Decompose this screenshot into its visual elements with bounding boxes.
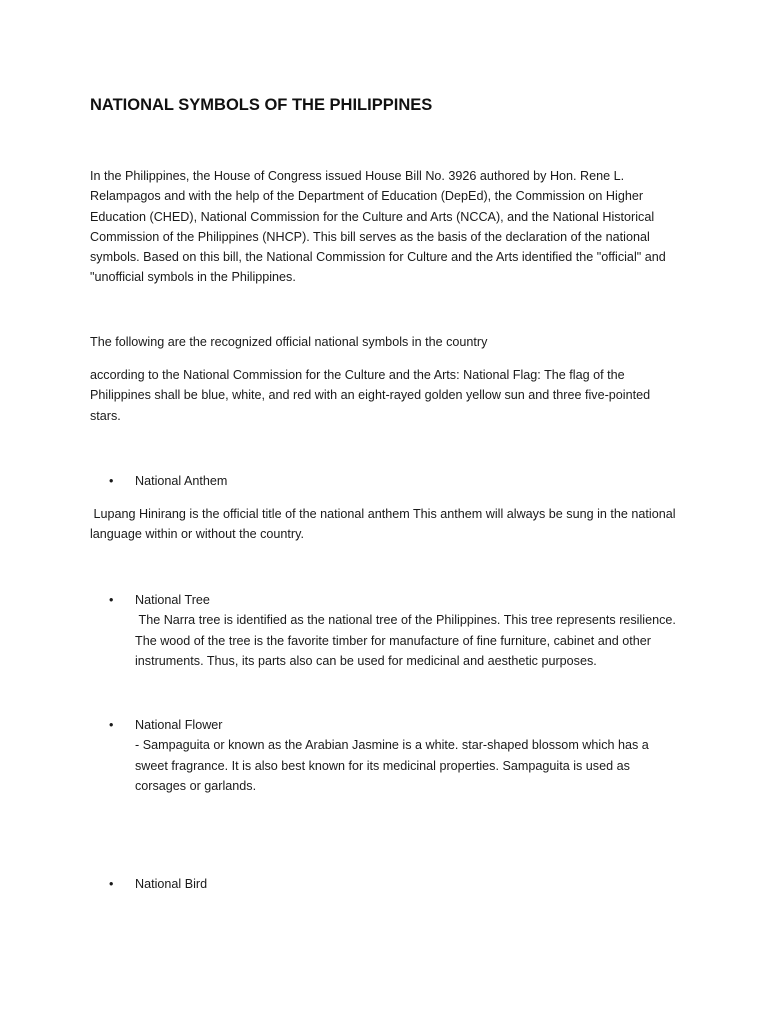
bullet-body	[135, 471, 680, 491]
bullet-body	[135, 874, 680, 894]
commission-paragraph: according to the National Commission for the Culture and the Arts: National Flag: The flag of the Philippines shall be blue, white, and red with an eight-rayed golden yellow sun and three five-pointed stars.	[90, 368, 651, 423]
page-title: NATIONAL SYMBOLS OF THE PHILIPPINES	[90, 96, 433, 114]
bullet-heading-national-tree: National Tree	[135, 593, 210, 607]
bullet-body	[135, 715, 680, 796]
intro-paragraph: In the Philippines, the House of Congress issued House Bill No. 3926 authored by Hon. Rene L. Relampagos and with the help of the Department of Education (DepEd), the Commission on Higher Education (CHED), National Commission for the Culture and Arts (NCCA), and the National Historical Commission of the Philippines (NHCP). This bill serves as the basis of the declaration of the national symbols. Based on this bill, the National Commission for Culture and the Arts identified the "official" and "unofficial symbols in the Philippines.	[90, 169, 666, 285]
following-paragraph: The following are the recognized official national symbols in the country	[90, 335, 488, 349]
bullet-heading-national-anthem: National Anthem	[135, 474, 228, 488]
bullet-text-national-flower: - Sampaguita or known as the Arabian Jasmine is a white. star-shaped blossom which has a sweet fragrance. It is also best known for its medicinal properties. Sampaguita is used as corsages or garlands.	[135, 738, 649, 793]
anthem-paragraph: Lupang Hinirang is the official title of the national anthem This anthem will always be sung in the national language within or without the country.	[90, 507, 679, 542]
bullet-icon: •	[109, 474, 114, 488]
bullet-icon: •	[109, 877, 114, 891]
bullet-heading-national-bird: National Bird	[135, 877, 208, 891]
bullet-heading-national-flower: National Flower	[135, 718, 223, 732]
bullet-text-national-tree: The Narra tree is identified as the national tree of the Philippines. This tree represents resilience. The wood of the tree is the favorite timber for manufacture of fine furniture, cabinet and other instruments. Thus, its parts also can be used for medicinal and aesthetic purposes.	[135, 613, 680, 668]
bullet-icon: •	[109, 593, 114, 607]
bullet-icon: •	[109, 718, 114, 732]
bullet-body	[135, 590, 680, 671]
